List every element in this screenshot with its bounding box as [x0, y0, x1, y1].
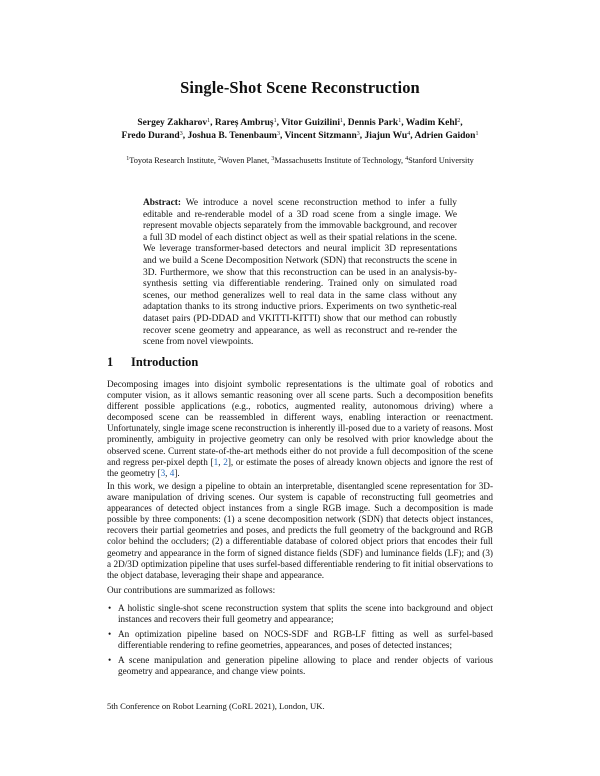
- author: Fredo Durand$^3$,: [121, 131, 188, 141]
- affiliation: $^2$Woven Planet,: [218, 156, 272, 165]
- author: Wadim Kehl$^2$,: [405, 118, 463, 128]
- bullet-icon: •: [108, 603, 112, 613]
- bullet-icon: •: [108, 629, 112, 640]
- citation-link[interactable]: 4: [169, 467, 175, 478]
- bullet-icon: •: [108, 655, 112, 666]
- author: Jiajun Wu$^4$,: [364, 131, 415, 141]
- author-list: [95, 117, 505, 143]
- citation-link[interactable]: 3: [160, 467, 166, 478]
- affiliations: [60, 155, 540, 166]
- section-title: Introduction: [131, 355, 199, 369]
- author: Sergey Zakharov$^1$,: [137, 118, 215, 128]
- author: Joshua B. Tenenbaum$^3$,: [187, 131, 285, 141]
- affiliation: $^1$Toyota Research Institute,: [126, 156, 219, 165]
- list-item: • A holistic single-shot scene reconstruction system that splits the scene into background and object instances and recovers their full geometry and appearance;: [108, 603, 493, 625]
- intro-paragraph-2: In this work, we design a pipeline to obtain an interpretable, disentangled scene representation for 3D-aware manipulation of driving scenes. Our system is capable of reconstructing full geometries and appearances of detected object instances from a single RGB image. Such a decomposition is made possible by three components: (1) a scene decomposition network (SDN) that detects object instances, recovers their partial geometries and poses, and predicts the full geometry of the background and RGB color behind the occluders; (2) a differentiable database of colored object priors that encodes their full geometry and appearance in the form of signed distance fields (SDF) and luminance fields (LF); and (3) a 2D/3D optimization pipeline that uses surfel-based differentiable rendering to fit initial observations to the object database, leveraging their shape and appearance.: [107, 481, 493, 580]
- author: Vincent Sitzmann$^3$,: [284, 131, 365, 141]
- section-number: 1: [107, 355, 114, 369]
- list-item: • A scene manipulation and generation pipeline allowing to place and render objects of various geometry and appearance, and change view points.: [108, 655, 493, 677]
- abstract-text: We introduce a novel scene reconstruction method to infer a fully editable and re-renderable model of a 3D road scene from a single image. We represent movable objects separately from the immovable background, and recover a full 3D model of each distinct object as well as their spatial relations in the scene. We leverage transformer-based detectors and neural implicit 3D representations and we build a Scene Decomposition Network (SDN) that reconstructs the scene in 3D. Furthermore, we show that this reconstruction can be used in an analysis-by-synthesis setting via differentiable rendering. Trained only on simulated road scenes, our method generalizes well to real data in the same class without any adaptation thanks to its strong inductive priors. Experiments on two synthetic-real dataset pairs (PD-DDAD and VKITTI-KITTI) show that our method can robustly recover scene geometry and appearance, as well as reconstruct and re-render the scene from novel viewpoints.: [143, 198, 457, 348]
- abstract-label: Abstract:: [143, 198, 182, 208]
- citation-link[interactable]: 1: [213, 456, 219, 467]
- list-item: • An optimization pipeline based on NOCS-SDF and RGB-LF fitting as well as surfel-based differentiable rendering to refine geometries, appearances, and poses of detected instances;: [108, 629, 493, 651]
- affiliation: $^3$Massachusetts Institute of Technology,: [271, 156, 406, 165]
- author: Vitor Guizilini$^1$,: [281, 118, 348, 128]
- affiliation: $^4$Stanford University: [405, 156, 474, 165]
- author: Rareș Ambruș$^1$,: [214, 118, 282, 128]
- intro-paragraph-1: Decomposing images into disjoint symbolic representations is the ultimate goal of robotics and computer vision, as it allows semantic reasoning over all scene parts. Such a decomposition benefits different possible applications (e.g., robotics, augmented reality, autonomous driving) where a decomposed scene can be reassembled in different ways, enabling interaction or reenactment. Unfortunately, single image scene reconstruction is inherently ill-posed due to a variety of reasons. Most prominently, ambiguity in projective geometry can only be resolved with prior knowledge about the observed scene. Current state-of-the-art methods either do not provide a full decomposition of the scene and regress per-pixel depth [1, 2], or estimate the poses of already known objects and ignore the rest of the geometry [3, 4].: [107, 379, 493, 478]
- section-heading: [107, 355, 507, 370]
- conference-footer: 5th Conference on Robot Learning (CoRL 2021), London, UK.: [107, 701, 325, 711]
- author: Adrien Gaidon$^1$: [414, 131, 479, 141]
- abstract: [143, 198, 457, 349]
- intro-paragraph-3: Our contributions are summarized as follows:: [107, 585, 276, 595]
- contributions-list: [107, 603, 493, 682]
- citation-link[interactable]: 2: [223, 456, 228, 467]
- paper-title: Single-Shot Scene Reconstruction: [180, 78, 420, 97]
- author: Dennis Park$^1$,: [347, 118, 406, 128]
